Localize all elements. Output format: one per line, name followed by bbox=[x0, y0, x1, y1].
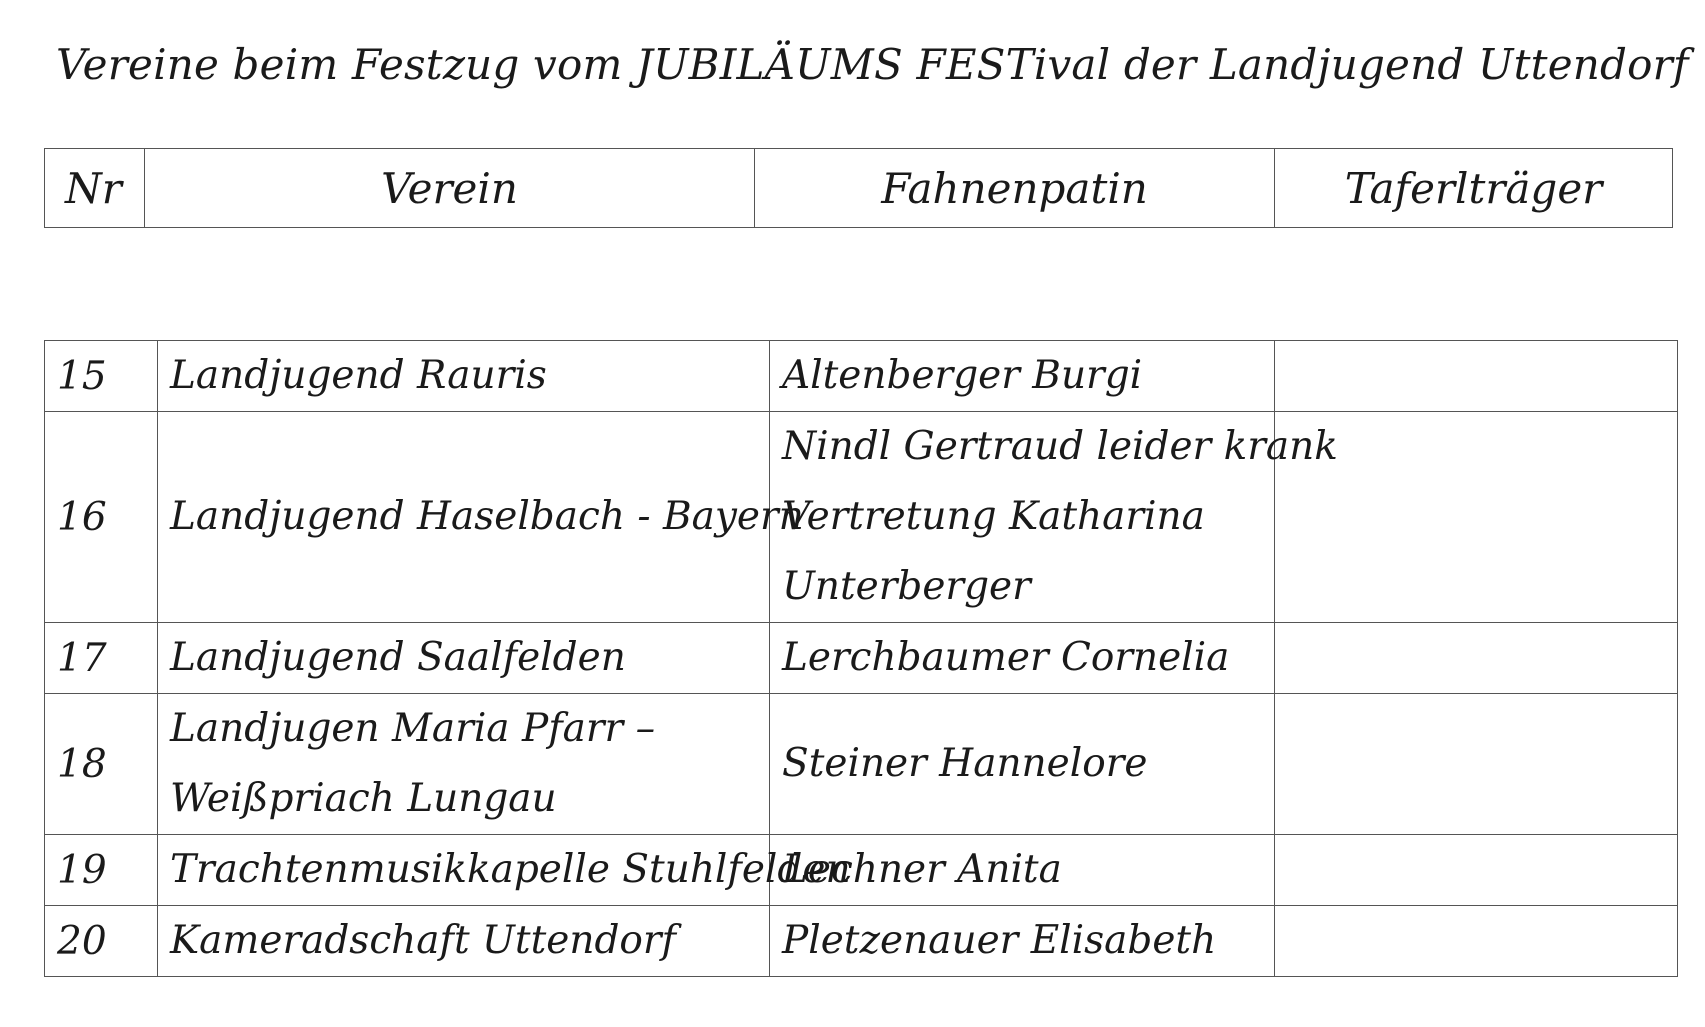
cell-verein bbox=[158, 341, 770, 412]
table-row bbox=[45, 694, 1678, 835]
verein-line: Landjugen Maria Pfarr – bbox=[170, 706, 656, 751]
cell-taferltraeger bbox=[1275, 835, 1678, 906]
table-row bbox=[45, 623, 1678, 694]
cell-fahnenpatin bbox=[770, 694, 1275, 835]
fahnenpatin-line: Nindl Gertraud leider krank bbox=[782, 424, 1338, 469]
cell-nr: 16 bbox=[45, 412, 158, 623]
cell-fahnenpatin bbox=[770, 906, 1275, 977]
header-fahnenpatin: Fahnenpatin bbox=[755, 149, 1275, 228]
fahnenpatin-line: Steiner Hannelore bbox=[782, 741, 1148, 786]
table-row bbox=[45, 906, 1678, 977]
header-table bbox=[44, 148, 1673, 228]
table-row bbox=[45, 341, 1678, 412]
fahnenpatin-line: Lechner Anita bbox=[782, 847, 1062, 892]
cell-verein bbox=[158, 412, 804, 623]
cell-fahnenpatin bbox=[770, 835, 1275, 906]
cell-taferltraeger bbox=[1275, 906, 1678, 977]
cell-fahnenpatin bbox=[770, 623, 1275, 694]
verein-line: Landjugend Rauris bbox=[170, 353, 547, 398]
fahnenpatin-line: Vertretung Katharina bbox=[782, 494, 1205, 539]
fahnenpatin-line: Unterberger bbox=[782, 564, 1031, 609]
cell-nr: 17 bbox=[45, 623, 158, 694]
table-row bbox=[45, 412, 1678, 623]
cell-nr: 19 bbox=[45, 835, 158, 906]
fahnenpatin-line: Lerchbaumer Cornelia bbox=[782, 635, 1230, 680]
cell-nr: 18 bbox=[45, 694, 158, 835]
data-table bbox=[44, 340, 1678, 977]
header-nr: Nr bbox=[45, 149, 145, 228]
verein-line: Landjugend Saalfelden bbox=[170, 635, 626, 680]
cell-verein bbox=[158, 694, 770, 835]
cell-verein bbox=[158, 906, 770, 977]
cell-verein bbox=[158, 835, 851, 906]
fahnenpatin-line: Altenberger Burgi bbox=[782, 353, 1143, 398]
header-taferltraeger: Taferlträger bbox=[1275, 149, 1673, 228]
cell-verein bbox=[158, 623, 770, 694]
header-verein: Verein bbox=[145, 149, 755, 228]
table-row bbox=[45, 835, 1678, 906]
verein-line: Landjugend Haselbach - Bayern bbox=[170, 494, 804, 539]
document-title: Vereine beim Festzug vom JUBILÄUMS FESTival der Landjugend Uttendorf bbox=[56, 40, 1689, 89]
cell-taferltraeger bbox=[1275, 623, 1678, 694]
cell-nr: 20 bbox=[45, 906, 158, 977]
header-row bbox=[45, 149, 1673, 228]
cell-fahnenpatin bbox=[770, 412, 1338, 623]
verein-line: Kameradschaft Uttendorf bbox=[170, 918, 676, 963]
verein-line: Trachtenmusikkapelle Stuhlfelden bbox=[170, 847, 851, 892]
cell-nr: 15 bbox=[45, 341, 158, 412]
fahnenpatin-line: Pletzenauer Elisabeth bbox=[782, 918, 1217, 963]
verein-line: Weißpriach Lungau bbox=[170, 776, 557, 821]
cell-fahnenpatin bbox=[770, 341, 1275, 412]
cell-taferltraeger bbox=[1275, 694, 1678, 835]
cell-taferltraeger bbox=[1275, 341, 1678, 412]
